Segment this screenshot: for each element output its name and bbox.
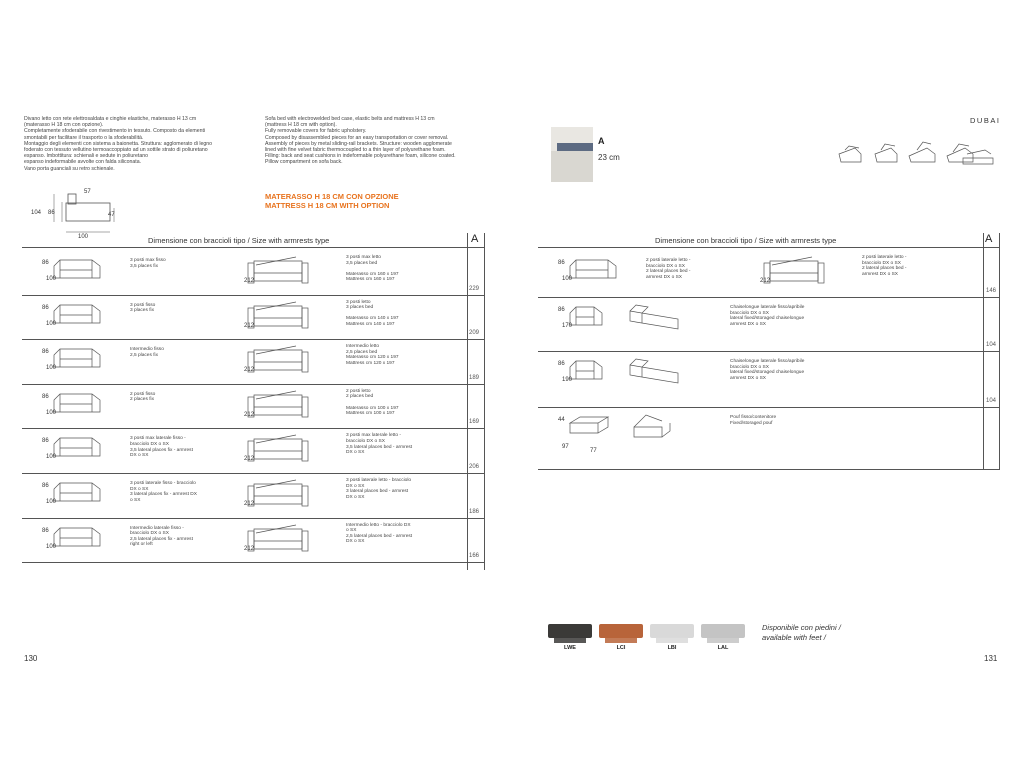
row-description: Chaiselongue laterale fisso/apribile bracciolo DX o SX lateral fixed/storaged chaiselongue armrest DX o SX [730, 305, 805, 327]
a-value: 206 [469, 464, 480, 470]
bed-width: 212 [244, 545, 255, 552]
sofa-bed-drawing [246, 389, 310, 419]
row-description: Intermedio fisso 2,5 places fix [130, 347, 164, 358]
a-value: 189 [469, 374, 480, 381]
pouf-open-drawing [632, 413, 696, 443]
brand-name: DUBAI [970, 116, 1001, 125]
dim-height: 86 [42, 527, 49, 534]
a-value: 229 [469, 285, 480, 292]
foot-code-label: LCI [616, 645, 626, 651]
bed-description: 3 posti letto 3 places bed Materasso cm 140 x 197 Mattress cm 140 x 197 [346, 299, 399, 327]
bed-width: 212 [244, 322, 255, 329]
sofa-bed-drawing [246, 300, 310, 330]
a-value: 104 [986, 398, 997, 404]
row-description: 3 posti max laterale fisso - bracciolo DX o SX 3,5 lateral places fix - armrest DX o SX [130, 436, 193, 459]
bed-width: 212 [244, 367, 255, 374]
dim-width: 100 [46, 409, 57, 416]
bed-description: Intermedio letto - bracciolo DX o SX 2,5 lateral places bed - armrest DX o SX [346, 522, 413, 545]
dim-depth: 77 [590, 448, 597, 454]
bed-description: 3 posti max laterale letto - bracciolo DX o SX 3,5 lateral places bed - armrest DX o SX [346, 433, 413, 456]
bed-description: 2 posti laterale letto - bracciolo DX o SX 2 lateral places bed - armrest DX o SX [862, 255, 907, 277]
a-value: 169 [469, 419, 480, 426]
sofa-drawing [52, 524, 112, 554]
dim-width: 97 [562, 444, 569, 450]
profile-sketch [30, 190, 120, 240]
left-col-header-a: A [471, 233, 479, 245]
sofa-bed-drawing [762, 255, 826, 285]
left-table-right-edge [484, 233, 485, 570]
a-value: 166 [469, 553, 480, 560]
left-table-header: Dimensione con braccioli tipo / Size with armrests type [148, 236, 330, 245]
bed-width: 212 [760, 278, 771, 284]
bed-width: 212 [244, 278, 255, 284]
foot-swatch-base [656, 637, 688, 643]
profile-dim-w: 100 [78, 234, 89, 240]
row-divider [22, 518, 484, 519]
sofa-drawing [52, 301, 112, 331]
row-divider [538, 407, 1000, 408]
foot-code-label: LAL [717, 645, 729, 651]
sofa-drawing [52, 256, 112, 286]
foot-swatch-base [605, 637, 637, 643]
row-description: Pouf fisso/contenitore Fixed/storaged pouf [730, 415, 777, 426]
foot-code-label: LWE [564, 645, 576, 651]
dim-height: 44 [558, 417, 565, 423]
sofa-bed-drawing [246, 255, 310, 285]
row-divider [22, 384, 484, 385]
sofa-drawing [568, 256, 628, 286]
sofa-drawing [52, 345, 112, 375]
dim-width: 100 [46, 454, 57, 461]
row-description: 2 posti fisso 2 places fix [130, 391, 156, 403]
sofa-drawing [52, 479, 112, 509]
foot-swatch [650, 624, 694, 638]
dim-width: 100 [46, 543, 57, 550]
row-description: 3 posti max fisso 3,5 places fix [130, 258, 166, 269]
sofa-bed-drawing [246, 478, 310, 508]
row-divider [538, 351, 1000, 352]
sofa-bed-drawing [246, 523, 310, 553]
sofa-drawing [52, 434, 112, 464]
foot-swatch [599, 624, 643, 638]
bed-description: 3 posti max letto 3,5 places bed Materasso cm 160 x 197 Mattress cm 160 x 197 [346, 255, 399, 283]
dim-height: 86 [42, 304, 49, 311]
row-description: Intermedio laterale fisso - bracciolo DX o SX 2,5 lateral places fix - armrest right or left [130, 525, 193, 548]
dim-width: 100 [46, 276, 57, 282]
intro-english: Sofa bed with electrowelded bed case, elastic belts and mattress H 13 cm (mattress H 18 cm with option). Fully removable covers for fabric upholstery. Composed by disassembled pieces for an easy transportation or cover removal. Assembly of pieces by metal sliding-rail brackets. Structure: wooden agglomerate lined with fine velvet fabric thermocoupled to a thin layer of polyurethane foam. Filling: back and seat cushions in indeformable polyurethane foam, silicone coated. Pillow compartment on sofa back. [265, 116, 456, 166]
pouf-drawing [568, 413, 628, 443]
bed-width: 212 [244, 456, 255, 463]
foot-code-label: LBI [667, 645, 677, 651]
mechanism-sequence-icon [835, 140, 995, 168]
seat-photo [551, 127, 593, 182]
dim-width: 170 [562, 323, 573, 329]
row-divider [538, 297, 1000, 298]
dim-height: 86 [42, 438, 49, 445]
row-description: 2 posti laterale letto - bracciolo DX o SX 2 lateral places bed - armrest DX o SX [646, 258, 691, 280]
right-table-header: Dimensione con braccioli tipo / Size with armrests type [655, 236, 837, 245]
chaise-drawing [568, 357, 628, 387]
seat-label: A [598, 136, 605, 146]
foot-swatch-base [707, 637, 739, 643]
chaise-open-drawing [628, 357, 692, 387]
bed-description: 2 posti letto 2 places bed Materasso cm 100 x 197 Mattress cm 100 x 197 [346, 388, 399, 417]
chaise-open-drawing [628, 303, 692, 333]
dim-width: 100 [46, 320, 57, 327]
right-page-number: 131 [984, 654, 998, 663]
profile-dim-h2: 86 [48, 210, 55, 216]
dim-height: 86 [42, 260, 49, 266]
a-value: 186 [469, 508, 480, 515]
seat-height-value: 23 cm [598, 153, 620, 162]
row-divider [538, 469, 1000, 470]
row-description: Chaiselongue laterale fisso/apribile bracciolo DX o SX lateral fixed/storaged chaiselongue armrest DX o SX [730, 359, 805, 381]
intro-italian: Divano letto con rete elettrosaldata e cinghie elastiche, materasso H 13 cm (materasso H 18 cm con opzione). Completamente sfoderabile con rivestimento in tessuto. Composto da elementi smontabili per facilitare il trasporto o la sfoderabilità. Montaggio degli elementi con sistema a baionetta. Struttura: agglomerato di legno foderato con tessuto vellutino termoaccoppiato ad un sottile strato di poliuretano espanso. Imbottitura: schienali e sedute in poliuretano espanso indeformabile avvolte con falda siliconata. Vano porta guanciali su retro schienale. [24, 116, 213, 172]
sofa-bed-drawing [246, 433, 310, 463]
row-divider [22, 562, 484, 563]
a-value: 146 [986, 288, 997, 294]
dim-width: 100 [562, 276, 573, 282]
right-table-top-line [538, 247, 1000, 248]
profile-dim-h3: 47 [108, 212, 115, 218]
right-col-header-a: A [985, 233, 993, 245]
row-divider [22, 339, 484, 340]
profile-dim-d1: 57 [84, 189, 91, 195]
foot-swatch [548, 624, 592, 638]
feet-availability-text: Disponibile con piedini / available with feet / [762, 623, 841, 642]
dim-width: 190 [562, 377, 573, 383]
bed-width: 212 [244, 501, 255, 507]
option-note: MATERASSO H 18 CM CON OPZIONE MATTRESS H 18 CM WITH OPTION [265, 192, 399, 210]
row-divider [22, 295, 484, 296]
sofa-drawing [52, 390, 112, 420]
foot-swatch [701, 624, 745, 638]
dim-height: 86 [42, 393, 49, 400]
dim-width: 100 [46, 499, 57, 505]
profile-dim-h1: 104 [31, 210, 42, 216]
row-description: 3 posti fisso 3 places fix [130, 302, 156, 314]
bed-description: Intermedio letto 2,5 places bed Materasso cm 120 x 197 Mattress cm 120 x 197 [346, 344, 399, 366]
chaise-drawing [568, 303, 628, 333]
dim-height: 86 [42, 483, 49, 489]
dim-height: 86 [42, 349, 49, 356]
a-value: 209 [469, 330, 480, 337]
dim-height: 86 [558, 361, 565, 367]
a-value: 104 [986, 342, 997, 348]
left-table-a-column [467, 233, 468, 570]
bed-width: 212 [244, 411, 255, 418]
bed-description: 3 posti laterale letto - bracciolo DX o SX 3 lateral places bed - armrest DX o SX [346, 478, 412, 500]
row-divider [22, 428, 484, 429]
row-divider [22, 473, 484, 474]
foot-swatch-base [554, 637, 586, 643]
row-description: 3 posti laterale fisso - bracciolo DX o SX 3 lateral places fix - armrest DX o SX [130, 481, 197, 503]
left-page-number: 130 [24, 654, 38, 663]
left-table-top-line [22, 247, 484, 248]
dim-height: 86 [558, 307, 565, 313]
sofa-bed-drawing [246, 344, 310, 374]
dim-height: 86 [558, 260, 565, 266]
dim-width: 100 [46, 365, 57, 372]
